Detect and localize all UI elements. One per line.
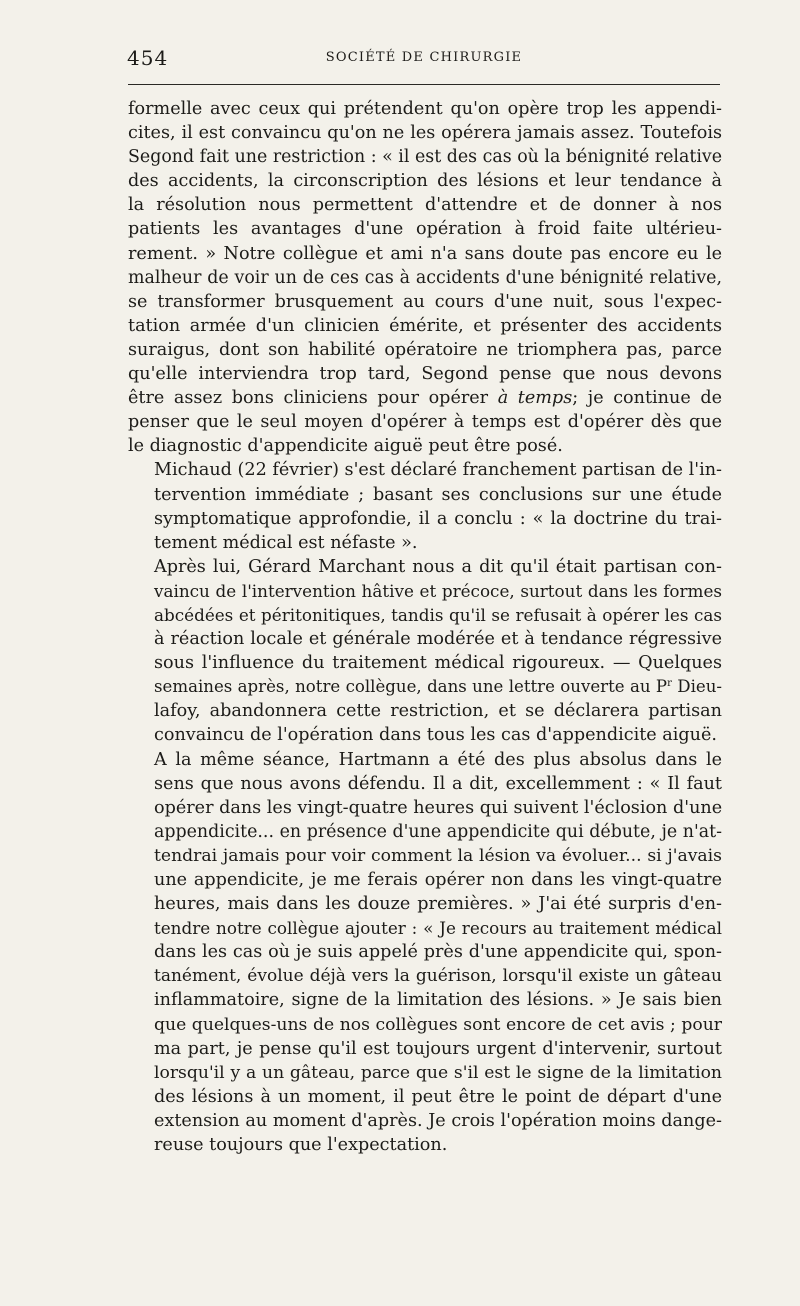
text-line: A la même séance, Hartmann a été des plus absolus dans le bbox=[154, 749, 722, 770]
text-line: ma part, je pense qu'il est toujours urgent d'intervenir, surtout bbox=[154, 1038, 722, 1059]
text-line: sens que nous avons défendu. Il a dit, excellemment : « Il faut bbox=[154, 773, 722, 794]
text-line: Segond fait une restriction : « il est des cas où la bénignité relative bbox=[128, 147, 722, 168]
text-line: tation armée d'un clinicien émérite, et présenter des accidents bbox=[128, 315, 722, 336]
page-number: 454 bbox=[127, 46, 169, 70]
text-line: la résolution nous permettent d'attendre et de donner à nos bbox=[128, 195, 722, 216]
text-line: tervention immédiate ; basant ses conclusions sur une étude bbox=[154, 484, 722, 505]
text-line: tendre notre collègue ajouter : « Je recours au traitement médical bbox=[154, 918, 722, 939]
text-line: tanément, évolue déjà vers la guérison, lorsqu'il existe un gâteau bbox=[154, 966, 722, 987]
text-line: des lésions à un moment, il peut être le point de départ d'une bbox=[154, 1086, 722, 1107]
text-line: patients les avantages d'une opération à froid faite ultérieu- bbox=[128, 219, 722, 240]
text-line: convaincu de l'opération dans tous les cas d'appendicite aiguë. bbox=[154, 725, 718, 746]
text-line: lorsqu'il y a un gâteau, parce que s'il est le signe de la limitation bbox=[154, 1062, 722, 1083]
header-rule bbox=[128, 84, 720, 85]
text-line: qu'elle interviendra trop tard, Segond pense que nous devons bbox=[128, 364, 722, 385]
superscript-r: r bbox=[667, 678, 672, 690]
paragraph-2 bbox=[128, 458, 722, 554]
italic-phrase: à temps bbox=[497, 388, 573, 409]
text-line: à réaction locale et générale modérée et à tendance régressive bbox=[154, 629, 722, 650]
text-line: Après lui, Gérard Marchant nous a dit qu'il était partisan con- bbox=[154, 556, 722, 577]
text-fragment: semaines après, notre collègue, dans une lettre ouverte au P bbox=[154, 677, 668, 697]
text-line: penser que le seul moyen d'opérer à temps est d'opérer dès que bbox=[128, 412, 722, 433]
paragraph-1 bbox=[128, 97, 722, 458]
page-header bbox=[127, 46, 721, 74]
text-line: Michaud (22 février) s'est déclaré franchement partisan de l'in- bbox=[154, 460, 722, 481]
text-fragment: Dieu- bbox=[671, 677, 722, 697]
text-line: malheur de voir un de ces cas à accidents d'une bénignité relative, bbox=[128, 267, 722, 288]
text-line: reuse toujours que l'expectation. bbox=[154, 1135, 448, 1156]
text-line: une appendicite, je me ferais opérer non dans les vingt-quatre bbox=[154, 870, 722, 890]
text-line: le diagnostic d'appendicite aiguë peut être posé. bbox=[128, 436, 563, 457]
text-line: suraigus, dont son habilité opératoire ne triomphera pas, parce bbox=[128, 339, 722, 360]
text-line: rement. » Notre collègue et ami n'a sans doute pas encore eu le bbox=[128, 243, 722, 264]
text-line: formelle avec ceux qui prétendent qu'on opère trop les appendi- bbox=[128, 99, 722, 119]
text-line-with-superscript bbox=[128, 675, 722, 699]
text-line-with-italic bbox=[128, 386, 722, 410]
text-line: abcédées et péritonitiques, tandis qu'il se refusait à opérer les cas bbox=[154, 604, 722, 625]
text-line: tendrai jamais pour voir comment la lésion va évoluer... si j'avais bbox=[154, 845, 722, 866]
text-line: extension au moment d'après. Je crois l'opération moins dange- bbox=[154, 1110, 722, 1131]
text-line: dans les cas où je suis appelé près d'une appendicite qui, spon- bbox=[154, 942, 722, 963]
text-line: tement médical est néfaste ». bbox=[154, 532, 418, 553]
text-fragment: ; je continue de bbox=[572, 388, 723, 409]
text-line: des accidents, la circonscription des lésions et leur tendance à bbox=[128, 171, 722, 192]
paragraph-3 bbox=[128, 555, 722, 748]
text-line: opérer dans les vingt-quatre heures qui suivent l'éclosion d'une bbox=[154, 797, 723, 818]
body-text bbox=[128, 97, 722, 1157]
text-line: appendicite... en présence d'une appendicite qui débute, je n'at- bbox=[154, 821, 722, 842]
text-line: lafoy, abandonnera cette restriction, et se déclarera partisan bbox=[154, 701, 722, 722]
text-line: symptomatique approfondie, il a conclu : « la doctrine du trai- bbox=[154, 508, 722, 529]
text-line: que quelques-uns de nos collègues sont encore de cet avis ; pour bbox=[154, 1014, 722, 1035]
text-line: vaincu de l'intervention hâtive et précoce, surtout dans les formes bbox=[154, 580, 722, 601]
paragraph-4 bbox=[128, 748, 722, 1158]
text-line: sous l'influence du traitement médical rigoureux. — Quelques bbox=[154, 653, 722, 674]
running-title: SOCIÉTÉ DE CHIRURGIE bbox=[325, 50, 523, 65]
text-line: se transformer brusquement au cours d'une nuit, sous l'expec- bbox=[128, 291, 722, 312]
text-fragment: être assez bons cliniciens pour opérer bbox=[128, 388, 489, 409]
text-line: cites, il est convaincu qu'on ne les opérera jamais assez. Toutefois bbox=[128, 123, 722, 144]
text-line: heures, mais dans les douze premières. » J'ai été surpris d'en- bbox=[154, 894, 722, 915]
text-line: inflammatoire, signe de la limitation des lésions. » Je sais bien bbox=[154, 990, 722, 1011]
